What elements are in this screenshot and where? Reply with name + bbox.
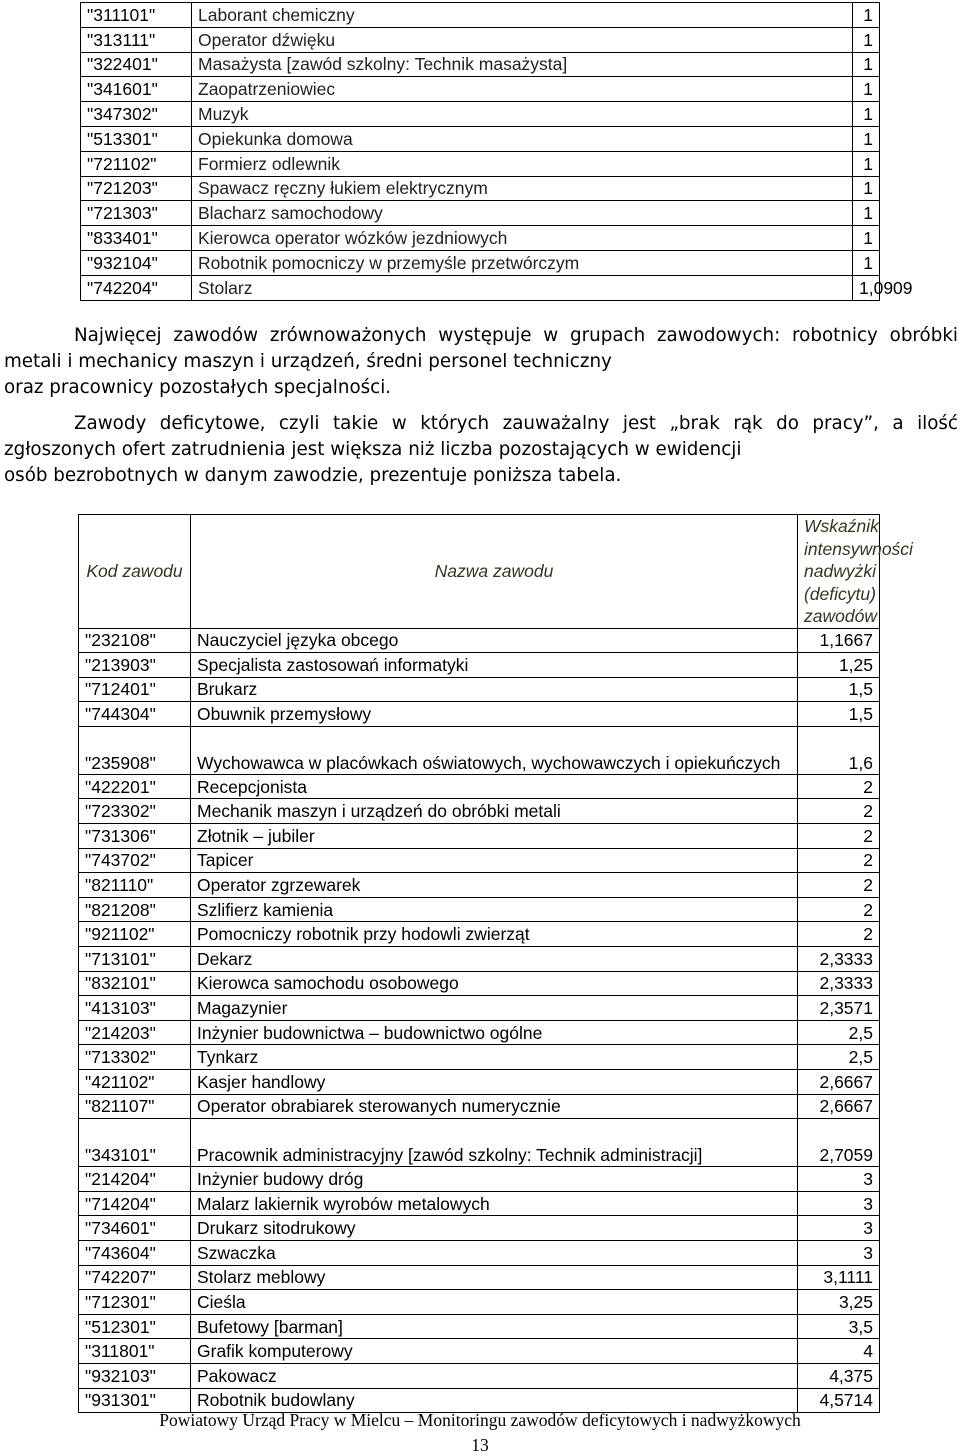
cell-code: "742204" xyxy=(81,275,192,300)
cell-code: "413103" xyxy=(79,996,191,1021)
cell-name: Operator zgrzewarek xyxy=(191,873,798,898)
table-row xyxy=(79,1216,880,1241)
cell-code: "713302" xyxy=(79,1045,191,1070)
cell-name: Malarz lakiernik wyrobów metalowych xyxy=(191,1191,798,1216)
table-row xyxy=(79,873,880,898)
table2-header-row xyxy=(79,515,880,629)
cell-value: 3,1111 xyxy=(798,1265,880,1290)
cell-value: 1 xyxy=(853,226,880,251)
table-row xyxy=(79,824,880,849)
table-row xyxy=(79,996,880,1021)
footer-text: Powiatowy Urząd Pracy w Mielcu – Monitoringu zawodów deficytowych i nadwyżkowych xyxy=(159,1410,801,1430)
cell-code: "723302" xyxy=(79,799,191,824)
cell-value: 2 xyxy=(798,848,880,873)
cell-value: 2,3333 xyxy=(798,947,880,972)
cell-code: "714204" xyxy=(79,1191,191,1216)
cell-code: "343101" xyxy=(79,1119,191,1167)
cell-code: "712301" xyxy=(79,1290,191,1315)
cell-value: 2,6667 xyxy=(798,1070,880,1095)
table-row xyxy=(79,1240,880,1265)
cell-name: Obuwnik przemysłowy xyxy=(191,702,798,727)
cell-name: Masażysta [zawód szkolny: Technik masażysta] xyxy=(192,52,853,77)
table-row xyxy=(81,201,880,226)
cell-name: Formierz odlewnik xyxy=(192,151,853,176)
cell-name: Operator obrabiarek sterowanych numerycznie xyxy=(191,1094,798,1119)
cell-name: Spawacz ręczny łukiem elektrycznym xyxy=(192,176,853,201)
cell-name: Kierowca samochodu osobowego xyxy=(191,971,798,996)
cell-code: "721102" xyxy=(81,151,192,176)
cell-value: 1 xyxy=(853,3,880,28)
table-row xyxy=(79,726,880,774)
cell-name: Inżynier budownictwa – budownictwo ogólne xyxy=(191,1020,798,1045)
cell-value: 1,25 xyxy=(798,653,880,678)
table-row xyxy=(81,102,880,127)
cell-name: Blacharz samochodowy xyxy=(192,201,853,226)
cell-value: 1 xyxy=(853,201,880,226)
cell-name: Stolarz meblowy xyxy=(191,1265,798,1290)
cell-name: Wychowawca w placówkach oświatowych, wychowawczych i opiekuńczych xyxy=(191,726,798,774)
cell-value: 3 xyxy=(798,1191,880,1216)
cell-name: Kierowca operator wózków jezdniowych xyxy=(192,226,853,251)
cell-code: "921102" xyxy=(79,922,191,947)
cell-name: Inżynier budowy dróg xyxy=(191,1167,798,1192)
paragraph1-last-line: oraz pracownicy pozostałych specjalności. xyxy=(4,377,392,398)
cell-code: "743604" xyxy=(79,1240,191,1265)
cell-code: "235908" xyxy=(79,726,191,774)
table-row xyxy=(79,1290,880,1315)
cell-value: 3,25 xyxy=(798,1290,880,1315)
cell-code: "513301" xyxy=(81,126,192,151)
table-row xyxy=(79,1119,880,1167)
table-row xyxy=(79,653,880,678)
cell-name: Tynkarz xyxy=(191,1045,798,1070)
table-row xyxy=(79,1045,880,1070)
cell-value: 1,5 xyxy=(798,677,880,702)
cell-name: Operator dźwięku xyxy=(192,27,853,52)
cell-name: Grafik komputerowy xyxy=(191,1339,798,1364)
cell-value: 4,5714 xyxy=(798,1388,880,1413)
cell-code: "421102" xyxy=(79,1070,191,1095)
paragraph2-body: Zawody deficytowe, czyli takie w których zauważalny jest „brak rąk do pracy”, a ilość zgłoszonych ofert zatrudnienia jest większa niż liczba pozostających w ewidencji xyxy=(4,413,958,460)
cell-code: "833401" xyxy=(81,226,192,251)
table-row xyxy=(79,628,880,653)
cell-name: Tapicer xyxy=(191,848,798,873)
table-row xyxy=(79,1094,880,1119)
cell-code: "512301" xyxy=(79,1314,191,1339)
table-row xyxy=(79,1314,880,1339)
table-row xyxy=(79,1191,880,1216)
cell-value: 2,3571 xyxy=(798,996,880,1021)
cell-name: Recepcjonista xyxy=(191,774,798,799)
cell-name: Bufetowy [barman] xyxy=(191,1314,798,1339)
table-row xyxy=(79,799,880,824)
cell-code: "731306" xyxy=(79,824,191,849)
cell-code: "232108" xyxy=(79,628,191,653)
table-row xyxy=(79,947,880,972)
cell-name: Brukarz xyxy=(191,677,798,702)
cell-code: "347302" xyxy=(81,102,192,127)
table-row xyxy=(81,151,880,176)
cell-value: 2 xyxy=(798,824,880,849)
cell-code: "341601" xyxy=(81,77,192,102)
cell-name: Pakowacz xyxy=(191,1363,798,1388)
cell-name: Nauczyciel języka obcego xyxy=(191,628,798,653)
table2-body xyxy=(79,515,913,1413)
cell-name: Cieśla xyxy=(191,1290,798,1315)
cell-code: "322401" xyxy=(81,52,192,77)
cell-name: Opiekunka domowa xyxy=(192,126,853,151)
cell-value: 1 xyxy=(853,52,880,77)
cell-value: 2,3333 xyxy=(798,971,880,996)
cell-name: Szwaczka xyxy=(191,1240,798,1265)
table-row xyxy=(79,1339,880,1364)
table1-body xyxy=(81,3,913,301)
table-row xyxy=(81,226,880,251)
cell-value: 2 xyxy=(798,897,880,922)
cell-code: "932103" xyxy=(79,1363,191,1388)
cell-value: 2 xyxy=(798,873,880,898)
cell-name: Robotnik pomocniczy w przemyśle przetwórczym xyxy=(192,250,853,275)
cell-code: "931301" xyxy=(79,1388,191,1413)
cell-code: "713101" xyxy=(79,947,191,972)
cell-name: Magazynier xyxy=(191,996,798,1021)
cell-value: 2,5 xyxy=(798,1020,880,1045)
cell-value: 3 xyxy=(798,1216,880,1241)
cell-code: "821107" xyxy=(79,1094,191,1119)
table-row xyxy=(79,1363,880,1388)
header-value: Wskaźnik intensywności nadwyżki (deficytu) zawodów xyxy=(798,515,880,629)
cell-name: Kasjer handlowy xyxy=(191,1070,798,1095)
cell-name: Pomocniczy robotnik przy hodowli zwierząt xyxy=(191,922,798,947)
table-row xyxy=(81,77,880,102)
cell-value: 2,7059 xyxy=(798,1119,880,1167)
cell-code: "734601" xyxy=(79,1216,191,1241)
cell-code: "932104" xyxy=(81,250,192,275)
cell-value: 2 xyxy=(798,922,880,947)
table-row xyxy=(81,176,880,201)
cell-value: 3 xyxy=(798,1167,880,1192)
cell-value: 1 xyxy=(853,102,880,127)
cell-value: 2,6667 xyxy=(798,1094,880,1119)
table-row xyxy=(81,275,880,300)
cell-name: Specjalista zastosowań informatyki xyxy=(191,653,798,678)
cell-value: 1 xyxy=(853,176,880,201)
table-row xyxy=(79,1070,880,1095)
cell-code: "742207" xyxy=(79,1265,191,1290)
cell-name: Zaopatrzeniowiec xyxy=(192,77,853,102)
cell-value: 4 xyxy=(798,1339,880,1364)
cell-name: Pracownik administracyjny [zawód szkolny: Technik administracji] xyxy=(191,1119,798,1167)
cell-value: 1 xyxy=(853,250,880,275)
cell-code: "712401" xyxy=(79,677,191,702)
paragraph-balanced-occupations xyxy=(4,323,958,401)
table-row xyxy=(79,1388,880,1413)
table-row xyxy=(79,1265,880,1290)
cell-code: "214204" xyxy=(79,1167,191,1192)
cell-code: "744304" xyxy=(79,702,191,727)
deficit-occupations-table xyxy=(78,514,913,1413)
table-row xyxy=(81,52,880,77)
header-name: Nazwa zawodu xyxy=(191,515,798,629)
cell-code: "721303" xyxy=(81,201,192,226)
cell-value: 1,6 xyxy=(798,726,880,774)
header-code: Kod zawodu xyxy=(79,515,191,629)
cell-value: 1,1667 xyxy=(798,628,880,653)
paragraph-deficit-occupations xyxy=(4,411,958,489)
table-row xyxy=(79,1020,880,1045)
table-row xyxy=(79,971,880,996)
paragraph1-body: Najwięcej zawodów zrównoważonych występuje w grupach zawodowych: robotnicy obróbki metali i mechanicy maszyn i urządzeń, średni personel techniczny xyxy=(4,325,958,372)
table-row xyxy=(81,27,880,52)
cell-code: "721203" xyxy=(81,176,192,201)
cell-value: 2 xyxy=(798,799,880,824)
cell-code: "313111" xyxy=(81,27,192,52)
cell-value: 1 xyxy=(853,151,880,176)
table-row xyxy=(79,774,880,799)
cell-code: "821208" xyxy=(79,897,191,922)
table-row xyxy=(81,3,880,28)
table-row xyxy=(81,126,880,151)
surplus-occupations-table xyxy=(80,2,913,301)
cell-name: Robotnik budowlany xyxy=(191,1388,798,1413)
table-row xyxy=(79,1167,880,1192)
cell-value: 4,375 xyxy=(798,1363,880,1388)
cell-value: 1,0909 xyxy=(853,275,880,300)
cell-code: "214203" xyxy=(79,1020,191,1045)
cell-code: "213903" xyxy=(79,653,191,678)
table-row xyxy=(79,848,880,873)
cell-name: Laborant chemiczny xyxy=(192,3,853,28)
table-row xyxy=(79,897,880,922)
page-number: 13 xyxy=(471,1435,489,1455)
cell-name: Szlifierz kamienia xyxy=(191,897,798,922)
table-row xyxy=(79,677,880,702)
cell-value: 2,5 xyxy=(798,1045,880,1070)
cell-name: Mechanik maszyn i urządzeń do obróbki metali xyxy=(191,799,798,824)
paragraph2-last-line: osób bezrobotnych w danym zawodzie, prezentuje poniższa tabela. xyxy=(4,465,622,486)
cell-value: 1 xyxy=(853,27,880,52)
cell-code: "311101" xyxy=(81,3,192,28)
cell-value: 1 xyxy=(853,126,880,151)
cell-name: Dekarz xyxy=(191,947,798,972)
table-row xyxy=(81,250,880,275)
cell-name: Stolarz xyxy=(192,275,853,300)
cell-code: "422201" xyxy=(79,774,191,799)
cell-value: 1,5 xyxy=(798,702,880,727)
cell-name: Drukarz sitodrukowy xyxy=(191,1216,798,1241)
cell-value: 3,5 xyxy=(798,1314,880,1339)
table-row xyxy=(79,922,880,947)
cell-code: "832101" xyxy=(79,971,191,996)
cell-value: 1 xyxy=(853,77,880,102)
table-row xyxy=(79,702,880,727)
cell-code: "743702" xyxy=(79,848,191,873)
cell-name: Złotnik – jubiler xyxy=(191,824,798,849)
cell-value: 2 xyxy=(798,774,880,799)
cell-code: "821110" xyxy=(79,873,191,898)
cell-value: 3 xyxy=(798,1240,880,1265)
cell-code: "311801" xyxy=(79,1339,191,1364)
cell-name: Muzyk xyxy=(192,102,853,127)
